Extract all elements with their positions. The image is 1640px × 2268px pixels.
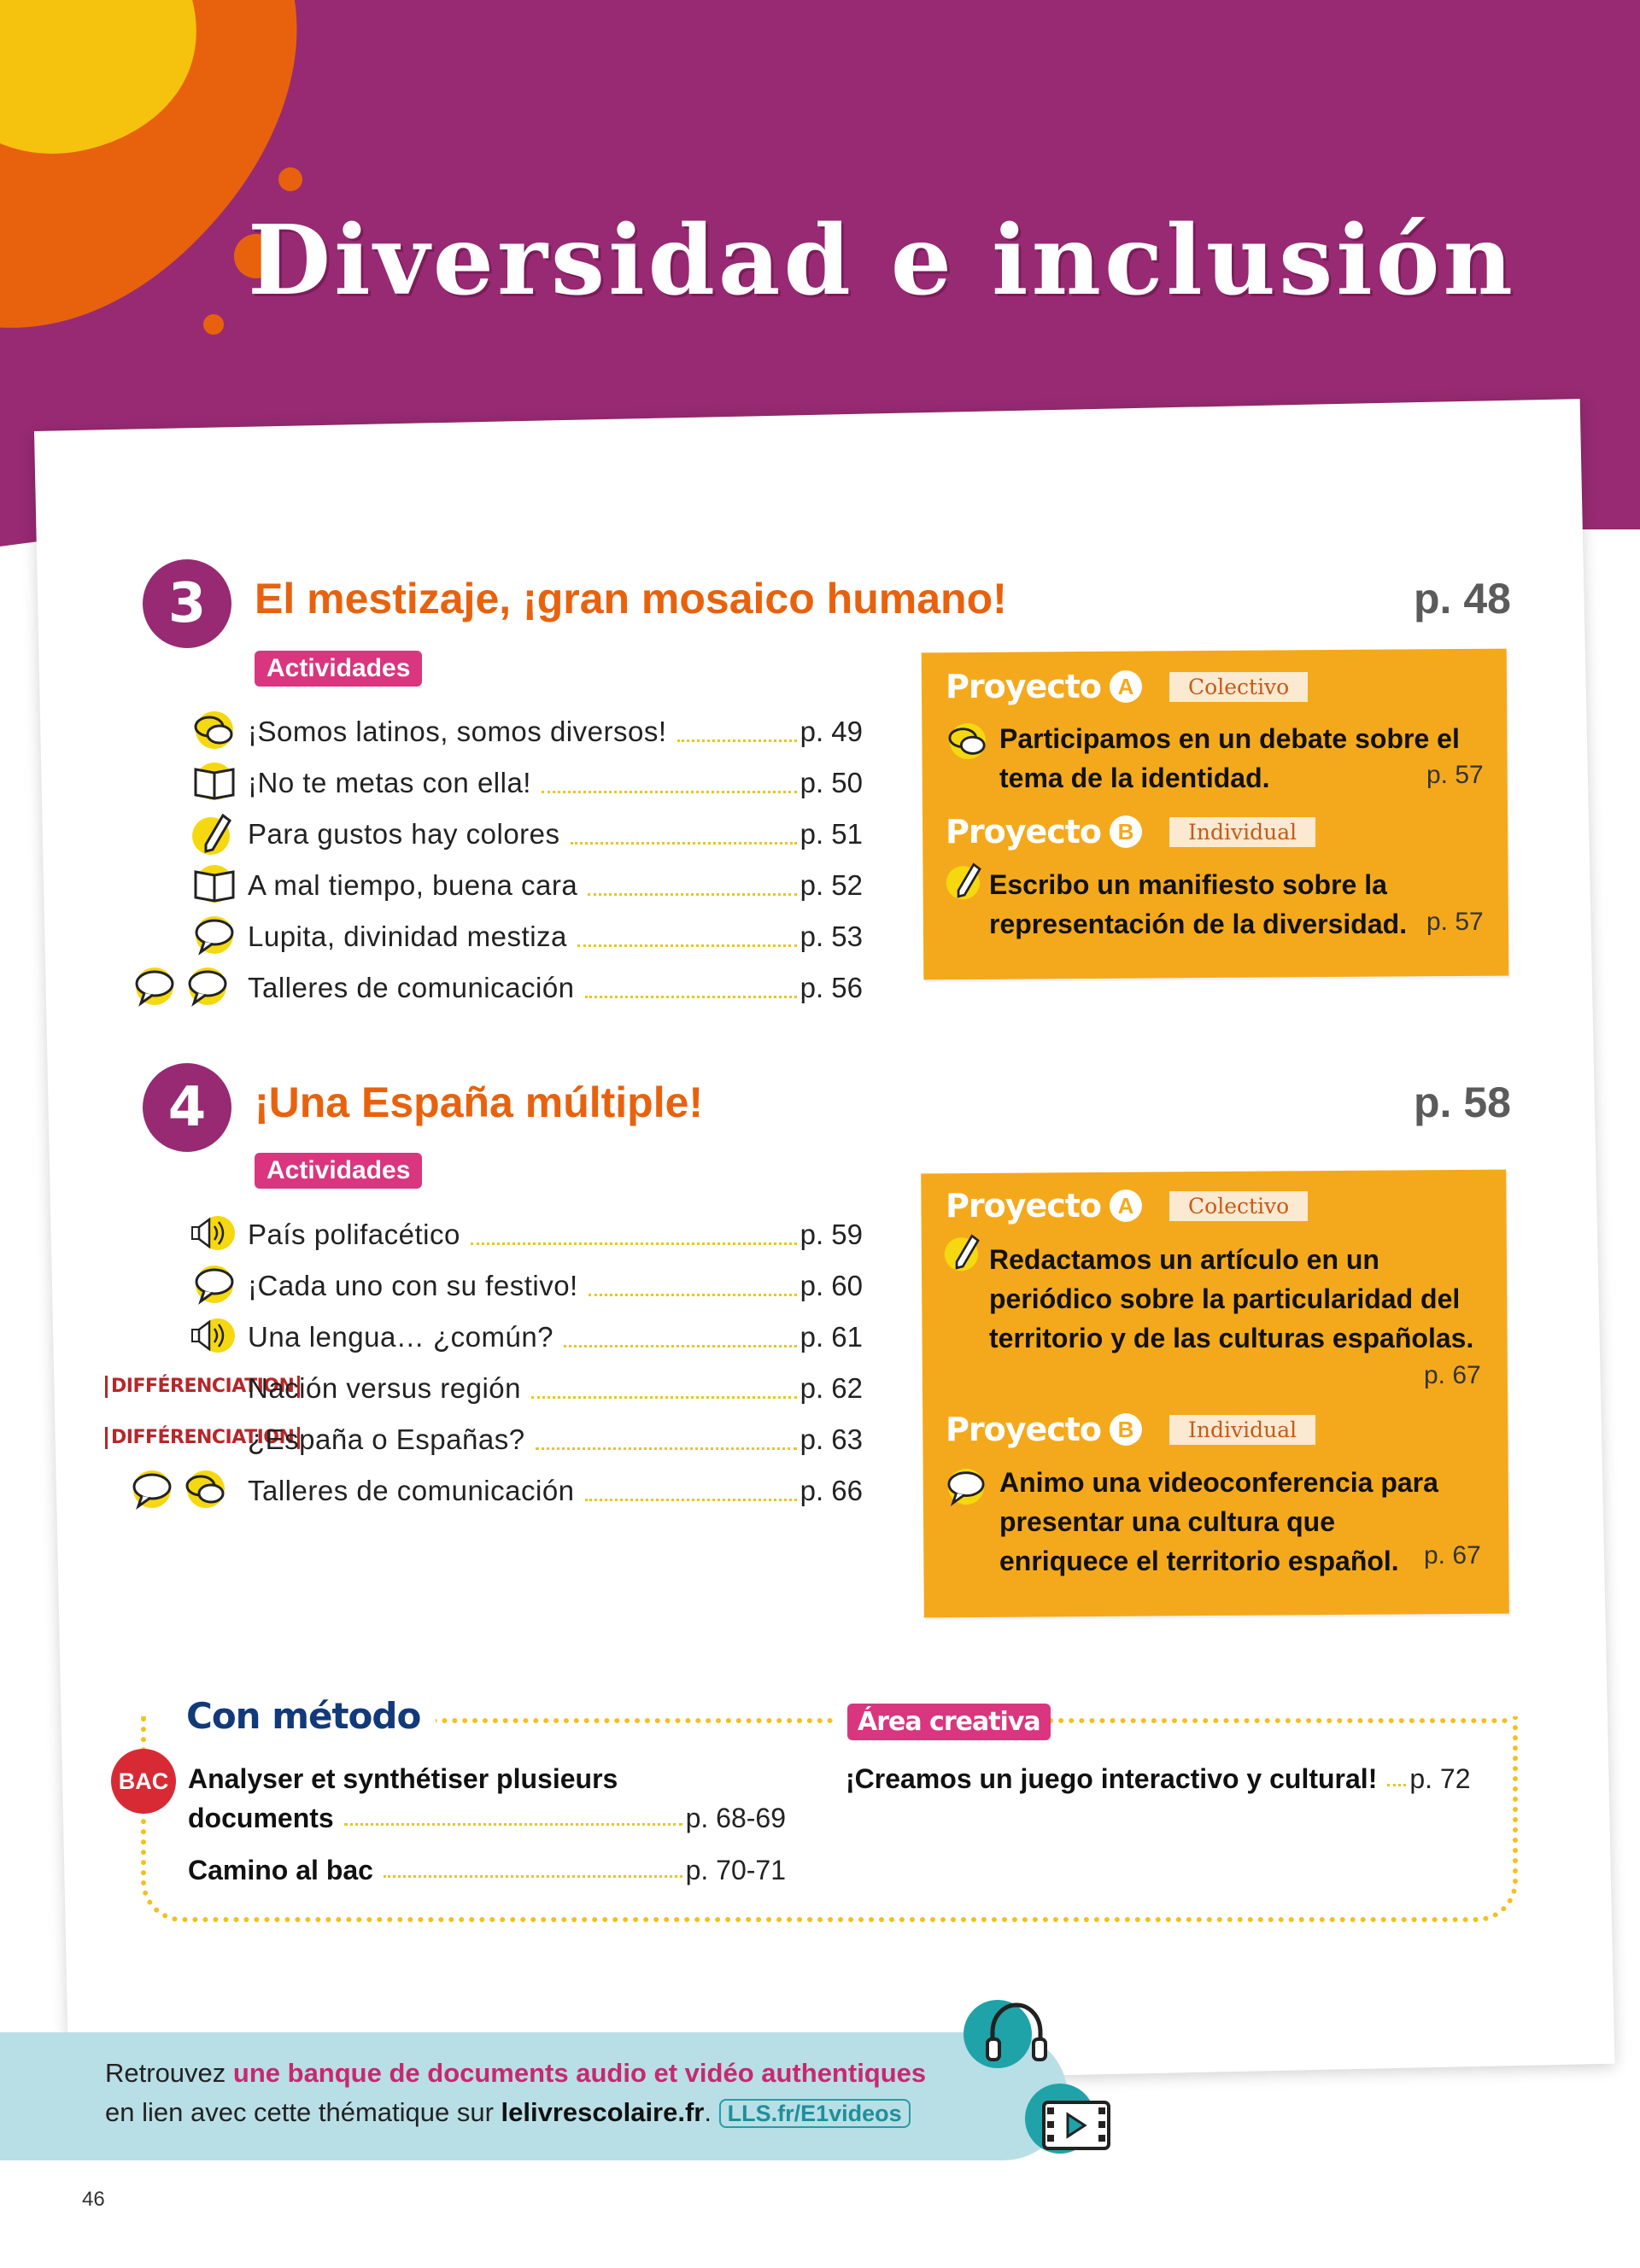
activity-label: ¡No te metas con ella! (248, 767, 531, 798)
pencil-icon (943, 1232, 986, 1273)
method-item-label: documents (188, 1803, 334, 1833)
speech-bubble-icon (190, 1264, 238, 1305)
activity-page: p. 61 (800, 1321, 863, 1353)
project-tag: Individual (1169, 1415, 1315, 1445)
unit-number-badge: 4 (143, 1063, 231, 1152)
method-item-label: Analyser et synthétiser plusieurs (188, 1763, 618, 1794)
activity-page: p. 53 (800, 921, 863, 952)
differentiation-tag: DIFFÉRENCIATION (105, 1427, 300, 1449)
activity-row[interactable] (248, 864, 863, 907)
activity-row[interactable] (248, 1213, 863, 1256)
activity-row[interactable] (248, 710, 863, 753)
speech-bubble-icon (190, 915, 238, 956)
project-letter: B (1110, 815, 1142, 848)
dotted-divider (1038, 1718, 1508, 1728)
project-page: p. 57 (1426, 908, 1484, 936)
project-tag: Individual (1169, 817, 1315, 847)
open-book-icon (190, 761, 238, 802)
project-tag: Colectivo (1169, 1191, 1308, 1221)
activity-row[interactable] (248, 1367, 863, 1410)
activity-page: p. 51 (800, 818, 863, 850)
method-title: Con método (186, 1695, 436, 1737)
activity-page: p. 52 (800, 869, 863, 901)
method-item-label: Camino al bac (188, 1855, 373, 1885)
project-word: Proyecto (946, 1411, 1102, 1448)
activity-page: p. 62 (800, 1372, 863, 1404)
speech-bubbles-icon (945, 722, 991, 761)
project-letter: A (1110, 1190, 1142, 1222)
project-description[interactable]: Redactamos un artículo en un periódico sobre la particularidad del territorio y de las culturas españolas. (989, 1244, 1474, 1353)
project-word: Proyecto (946, 813, 1102, 850)
project-description[interactable]: Animo una videoconferencia para presentar una cultura que enriquece el territorio español. (999, 1467, 1438, 1576)
activity-label: A mal tiempo, buena cara (248, 869, 578, 901)
method-item[interactable] (188, 1803, 786, 1834)
project-tag: Colectivo (1169, 672, 1308, 702)
unit-number-badge: 3 (143, 559, 231, 648)
site-name[interactable]: lelivrescolaire.fr (501, 2097, 705, 2127)
activity-page: p. 56 (800, 972, 863, 1003)
area-item[interactable] (846, 1763, 1471, 1795)
method-item[interactable] (188, 1855, 786, 1886)
method-item-page: p. 68-69 (685, 1803, 786, 1833)
activity-page: p. 66 (800, 1475, 863, 1506)
dotted-divider (401, 1718, 833, 1728)
speech-bubble-icon (943, 1467, 989, 1506)
activity-row[interactable] (248, 1470, 863, 1512)
activity-label: ¡Somos latinos, somos diversos! (248, 716, 667, 747)
activity-label: ¡Cada uno con su festivo! (248, 1270, 578, 1301)
activity-page: p. 50 (800, 767, 863, 798)
activity-label: Lupita, divinidad mestiza (248, 921, 567, 952)
pencil-icon (190, 812, 238, 856)
project-letter: B (1110, 1413, 1142, 1446)
project-description[interactable]: Escribo un manifiesto sobre la representación de la diversidad. (989, 869, 1408, 939)
speech-bubble-icon (184, 966, 231, 1007)
activity-row[interactable] (248, 813, 863, 856)
project-page: p. 67 (1424, 1361, 1481, 1389)
project-letter: A (1110, 670, 1142, 703)
project-page: p. 57 (1426, 761, 1484, 789)
bac-badge: BAC (111, 1749, 176, 1814)
activity-row[interactable] (248, 967, 863, 1009)
differentiation-tag: DIFFÉRENCIATION (105, 1376, 300, 1398)
area-item-label: ¡Creamos un juego interactivo y cultural! (846, 1763, 1378, 1794)
speech-bubble-icon (128, 1469, 176, 1510)
video-play-icon[interactable] (1040, 2099, 1112, 2152)
activity-page: p. 60 (800, 1270, 863, 1301)
project-header (946, 1411, 1315, 1448)
unit-page: p. 48 (1414, 575, 1511, 623)
activity-label: Una lengua… ¿común? (248, 1321, 554, 1353)
pencil-icon (945, 861, 987, 902)
method-item[interactable] (188, 1763, 786, 1795)
project-word: Proyecto (946, 1187, 1102, 1225)
project-header (946, 668, 1308, 705)
project-header (946, 1187, 1308, 1225)
videos-link[interactable]: LLS.fr/E1videos (719, 2099, 911, 2128)
page-title: Diversidad e inclusión (248, 205, 1516, 317)
activity-page: p. 63 (800, 1423, 863, 1455)
page-number: 46 (82, 2188, 105, 2211)
activity-label: Talleres de comunicación (248, 1475, 575, 1506)
project-header (946, 813, 1315, 850)
activity-label: Para gustos hay colores (248, 818, 560, 850)
activity-page: p. 59 (800, 1219, 863, 1250)
method-item-page: p. 70-71 (685, 1855, 786, 1885)
resources-text: Retrouvez une banque de documents audio et vidéo authentiques en lien avec cette thématique sur lelivrescolaire.fr. LLS.fr/E1videos (105, 2058, 927, 2127)
unit-page: p. 58 (1414, 1078, 1511, 1126)
open-book-icon (190, 863, 238, 904)
speech-bubbles-icon (182, 1469, 230, 1511)
activity-row[interactable] (248, 1316, 863, 1359)
speech-bubble-icon (131, 966, 179, 1007)
unit-title[interactable]: El mestizaje, ¡gran mosaico humano! (255, 575, 1007, 623)
headphones-icon[interactable] (981, 1998, 1051, 2068)
project-page: p. 67 (1424, 1541, 1481, 1569)
project-word: Proyecto (946, 668, 1102, 705)
activity-label: País polifacético (248, 1219, 460, 1250)
project-description[interactable]: Participamos en un debate sobre el tema de la identidad. (999, 723, 1460, 793)
resources-highlight: une banque de documents audio et vidéo authentiques (232, 2058, 927, 2088)
activity-row[interactable] (248, 915, 863, 958)
activity-row[interactable] (248, 1265, 863, 1307)
activity-label: ¿España o Españas? (248, 1423, 525, 1455)
speech-bubbles-icon (190, 710, 238, 752)
speaker-icon (190, 1315, 238, 1356)
activities-badge: Actividades (255, 1153, 422, 1189)
activity-page: p. 49 (800, 716, 863, 747)
activity-label: Talleres de comunicación (248, 972, 575, 1003)
area-creativa-badge: Área creativa (847, 1704, 1051, 1740)
speaker-icon (190, 1213, 238, 1254)
activities-badge: Actividades (255, 651, 422, 687)
activity-row[interactable] (248, 1418, 863, 1461)
activity-row[interactable] (248, 762, 863, 804)
area-item-page: p. 72 (1409, 1763, 1471, 1794)
activity-label: Nación versus región (248, 1372, 521, 1404)
unit-title[interactable]: ¡Una España múltiple! (255, 1078, 704, 1126)
